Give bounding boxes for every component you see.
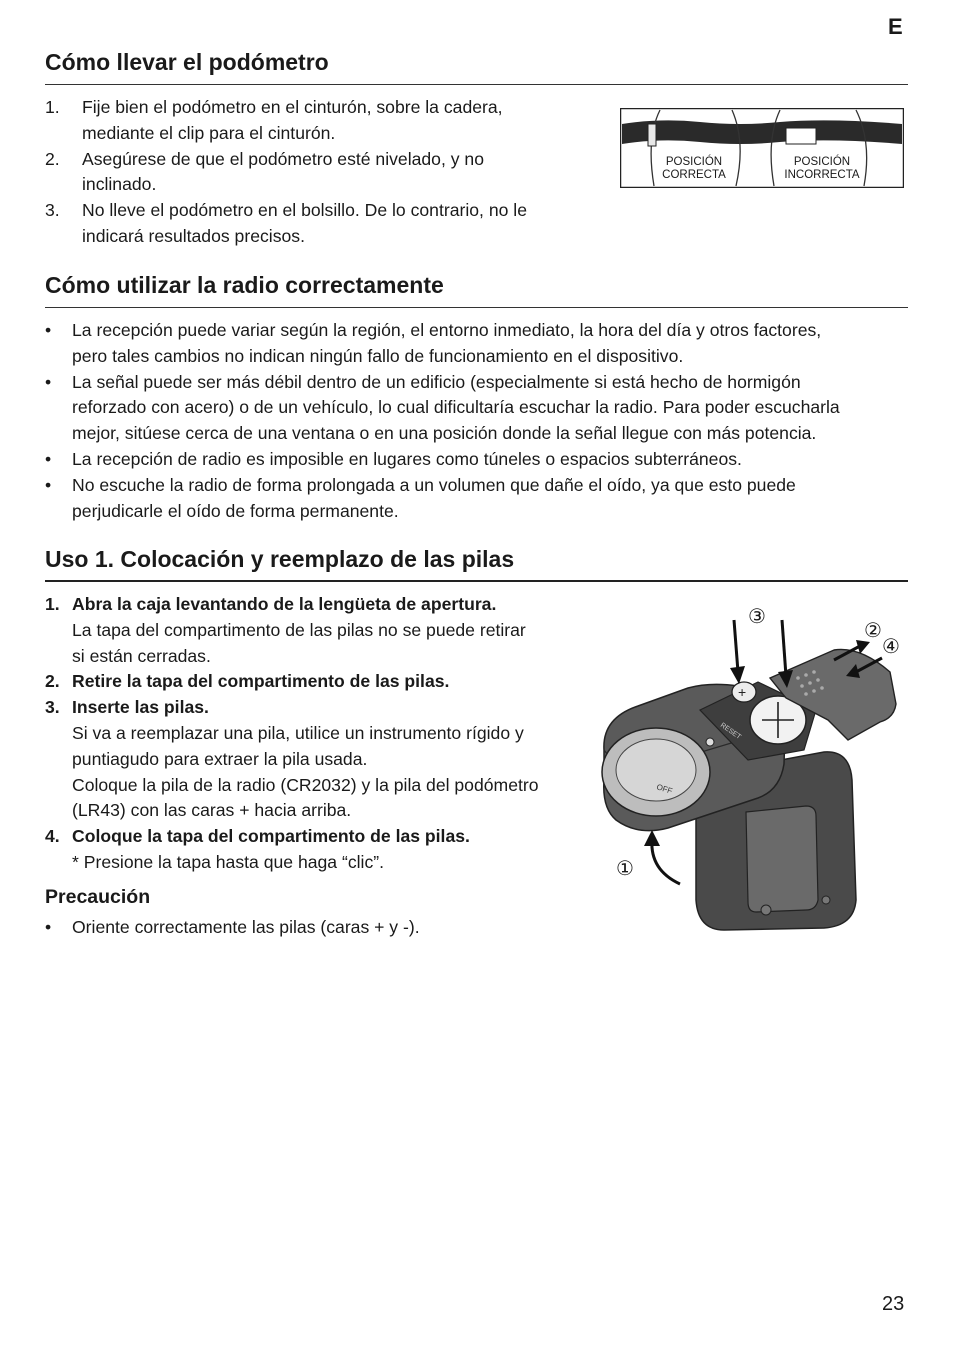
callout-4: ④ — [882, 636, 900, 658]
list-item: • La recepción de radio es imposible en lugares como túneles o espacios subterráneos. — [45, 448, 742, 469]
section-title-wear: Cómo llevar el podómetro — [45, 49, 329, 75]
section-rule — [45, 307, 908, 308]
wear-list — [45, 95, 605, 250]
step-item: 2. Retire la tapa del compartimento de las pilas. — [45, 671, 450, 692]
off-label: OFF — [655, 782, 674, 796]
list-item: • No escuche la radio de forma prolongada a un volumen que dañe el oído, ya que esto puede perjudicarle el oído de forma permanente. — [45, 474, 796, 521]
list-item: 3. No lleve el podómetro en el bolsillo. De lo contrario, no le indicará resultados precisos. — [45, 200, 527, 246]
list-item: • La recepción puede variar según la región, el entorno inmediato, la hora del día y otros factores, pero tales cambios no indican ningún fallo de funcionamiento en el dispositivo. — [45, 320, 822, 366]
language-marker: E — [888, 14, 903, 39]
section-title-batteries: Uso 1. Colocación y reemplazo de las pilas — [45, 546, 515, 572]
list-item: 2. Asegúrese de que el podómetro esté nivelado, y no inclinado. — [45, 148, 484, 195]
caution-title: Precaución — [45, 886, 151, 908]
section-title-radio: Cómo utilizar la radio correctamente — [45, 272, 444, 298]
pedometer-battery-illustration — [598, 600, 910, 935]
section-rule — [45, 84, 908, 85]
section-rule — [45, 580, 908, 582]
callout-2: ② — [864, 620, 882, 642]
step-item: 1. Abra la caja levantando de la lengüeta de apertura. La tapa del compartimento de las pilas no se puede retirar si están cerradas. — [45, 594, 526, 666]
belt-position-figure — [620, 108, 904, 188]
list-item: 1. Fije bien el podómetro en el cinturón, sobre la cadera, mediante el clip para el cinturón. — [45, 97, 503, 143]
reset-label: RESET — [718, 721, 742, 742]
battery-steps — [45, 592, 585, 876]
caution-list — [45, 915, 585, 941]
radio-list — [45, 318, 915, 524]
step-item: 4. Coloque la tapa del compartimento de las pilas. * Presione la tapa hasta que haga “clic”. — [45, 826, 470, 872]
list-item: • La señal puede ser más débil dentro de un edificio (especialmente si está hecho de hormigón reforzado con acero) o de un vehículo, lo cual dificultaría escuchar la radio. Para poder escucharla mejor, sitúese cerca de una ventana o en una posición donde la señal llegue con más potencia. — [45, 371, 840, 444]
list-item: • Oriente correctamente las pilas (caras + y -). — [45, 917, 420, 937]
label-incorrect: POSICIÓN INCORRECTA — [784, 156, 860, 181]
svg-text:+: + — [738, 684, 747, 700]
battery-figure — [598, 600, 910, 935]
step-item: 3. Inserte las pilas. Si va a reemplazar una pila, utilice un instrumento rígido y puntiagudo para extraer la pila usada. Coloque la pila de la radio (CR2032) y la pila del podómetro (LR43) con las caras + hacia arriba. — [45, 697, 539, 821]
page-number: 23 — [882, 1293, 905, 1315]
callout-3: ③ — [748, 606, 766, 628]
label-correct: POSICIÓN CORRECTA — [662, 156, 726, 181]
callout-1: ① — [616, 858, 634, 880]
